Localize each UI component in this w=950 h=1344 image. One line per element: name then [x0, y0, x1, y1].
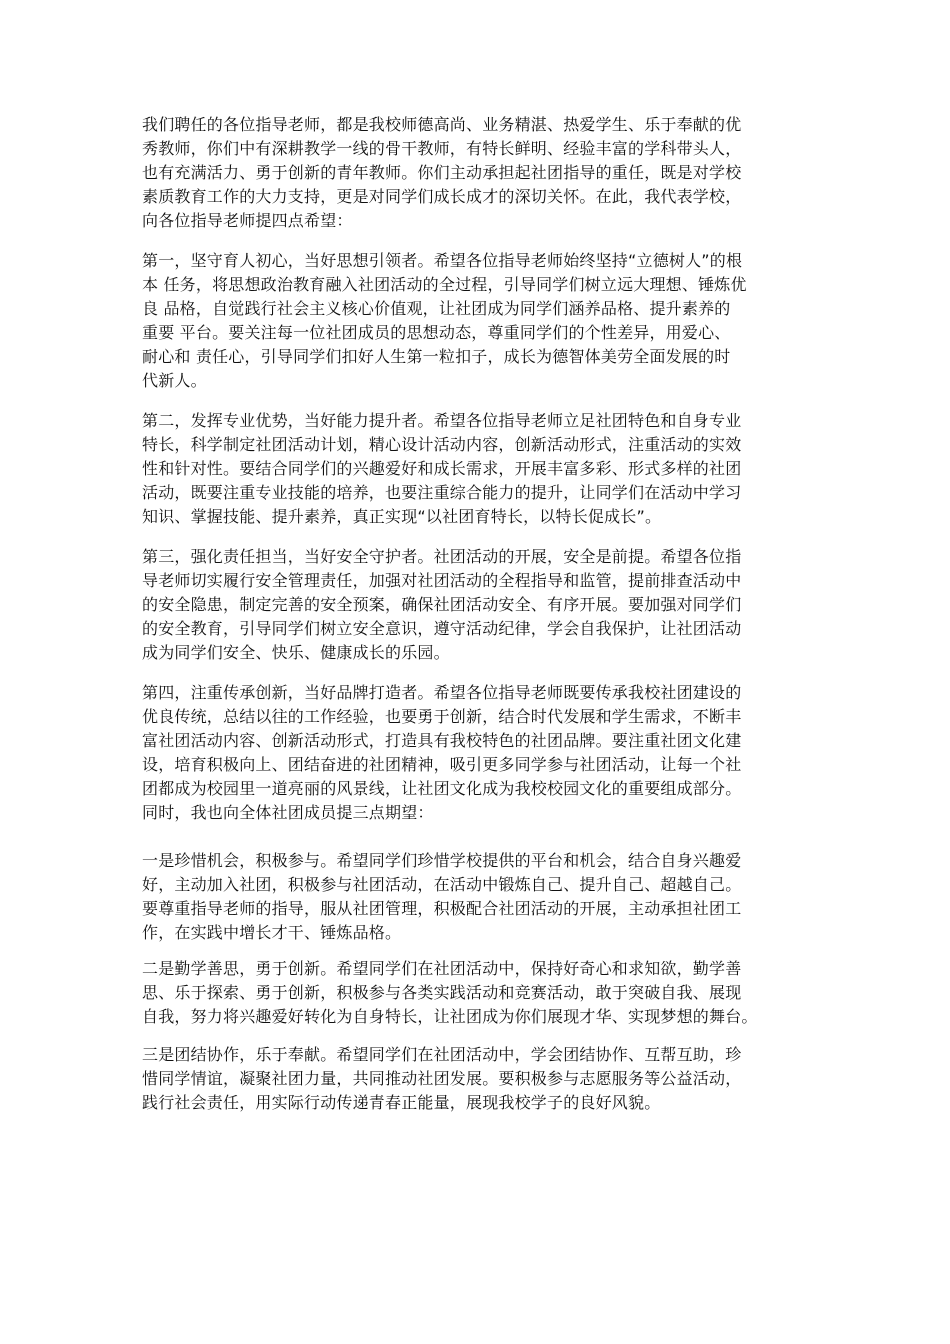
text-line: 同时，我也向全体社团成员提三点期望：	[142, 803, 434, 822]
text-line: 自我，努力将兴趣爱好转化为自身特长，让社团成为你们展现才华、实现梦想的舞台。	[142, 1007, 758, 1026]
paragraph-hope-4	[142, 681, 832, 825]
text-line: 富社团活动内容、创新活动形式，打造具有我校特色的社团品牌。要注重社团文化建	[142, 731, 742, 750]
text-line: 成为同学们安全、快乐、健康成长的乐园。	[142, 643, 450, 662]
text-line: 活动，既要注重专业技能的培养，也要注重综合能力的提升，让同学们在活动中学习	[142, 483, 742, 502]
paragraph-expect-1	[142, 849, 832, 945]
paragraph-intro	[142, 113, 832, 233]
text-line: 第二，发挥专业优势，当好能力提升者。希望各位指导老师立足社团特色和自身专业	[142, 411, 742, 430]
text-line: 二是勤学善思，勇于创新。希望同学们在社团活动中，保持好奇心和求知欲，勤学善	[142, 959, 742, 978]
text-line: 优良传统，总结以往的工作经验，也要勇于创新，结合时代发展和学生需求，不断丰	[142, 707, 742, 726]
text-line: 秀教师，你们中有深耕教学一线的骨干教师，有特长鲜明、经验丰富的学科带头人，	[142, 139, 742, 158]
text-line: 重要 平台。要关注每一位社团成员的思想动态，尊重同学们的个性差异，用爱心、	[142, 323, 731, 342]
text-line: 第三，强化责任担当，当好安全守护者。社团活动的开展，安全是前提。希望各位指	[142, 547, 742, 566]
text-line: 好，主动加入社团，积极参与社团活动，在活动中锻炼自己、提升自己、超越自己。	[142, 875, 742, 894]
text-line: 团都成为校园里一道亮丽的风景线，让社团文化成为我校校园文化的重要组成部分。	[142, 779, 742, 798]
text-line: 我们聘任的各位指导老师，都是我校师德高尚、业务精湛、热爱学生、乐于奉献的优	[142, 115, 742, 134]
text-line: 的安全教育，引导同学们树立安全意识，遵守活动纪律，学会自我保护，让社团活动	[142, 619, 742, 638]
text-line: 的安全隐患，制定完善的安全预案，确保社团活动安全、有序开展。要加强对同学们	[142, 595, 742, 614]
text-line: 知识、掌握技能、提升素养，真正实现“以社团育特长，以特长促成长”。	[142, 507, 662, 526]
text-line: 也有充满活力、勇于创新的青年教师。你们主动承担起社团指导的重任，既是对学校	[142, 163, 742, 182]
paragraph-hope-3	[142, 545, 832, 665]
text-line: 导老师切实履行安全管理责任，加强对社团活动的全程指导和监管，提前排查活动中	[142, 571, 742, 590]
text-line: 性和针对性。要结合同学们的兴趣爱好和成长需求，开展丰富多彩、形式多样的社团	[142, 459, 742, 478]
text-line: 向各位指导老师提四点希望：	[142, 211, 353, 230]
text-line: 第一，坚守育人初心，当好思想引领者。希望各位指导老师始终坚持“立德树人”的根	[142, 251, 743, 270]
text-line: 代新人。	[142, 371, 207, 390]
paragraph-hope-1	[142, 249, 832, 393]
text-line: 特长，科学制定社团活动计划，精心设计活动内容，创新活动形式，注重活动的实效	[142, 435, 742, 454]
text-line: 践行社会责任，用实际行动传递青春正能量，展现我校学子的良好风貌。	[142, 1093, 661, 1112]
text-line: 惜同学情谊，凝聚社团力量，共同推动社团发展。要积极参与志愿服务等公益活动，	[142, 1069, 742, 1088]
text-line: 作，在实践中增长才干、锤炼品格。	[142, 923, 402, 942]
paragraph-hope-2	[142, 409, 832, 529]
text-line: 第四，注重传承创新，当好品牌打造者。希望各位指导老师既要传承我校社团建设的	[142, 683, 742, 702]
text-line: 要尊重指导老师的指导，服从社团管理，积极配合社团活动的开展，主动承担社团工	[142, 899, 742, 918]
text-line: 良 品格，自觉践行社会主义核心价值观，让社团成为同学们涵养品格、提升素养的	[142, 299, 731, 318]
text-line: 本 任务，将思想政治教育融入社团活动的全过程，引导同学们树立远大理想、锤炼优	[142, 275, 747, 294]
text-line: 一是珍惜机会，积极参与。希望同学们珍惜学校提供的平台和机会，结合自身兴趣爱	[142, 851, 742, 870]
text-line: 素质教育工作的大力支持，更是对同学们成长成才的深切关怀。在此，我代表学校，	[142, 187, 742, 206]
text-line: 思、乐于探索、勇于创新，积极参与各类实践活动和竞赛活动，敢于突破自我、展现	[142, 983, 742, 1002]
text-line: 三是团结协作，乐于奉献。希望同学们在社团活动中，学会团结协作、互帮互助，珍	[142, 1045, 742, 1064]
paragraph-expect-2	[142, 957, 832, 1029]
text-line: 耐心和 责任心，引导同学们扣好人生第一粒扣子，成长为德智体美劳全面发展的时	[142, 347, 731, 366]
paragraph-expect-3	[142, 1043, 832, 1115]
text-line: 设，培育积极向上、团结奋进的社团精神，吸引更多同学参与社团活动，让每一个社	[142, 755, 742, 774]
